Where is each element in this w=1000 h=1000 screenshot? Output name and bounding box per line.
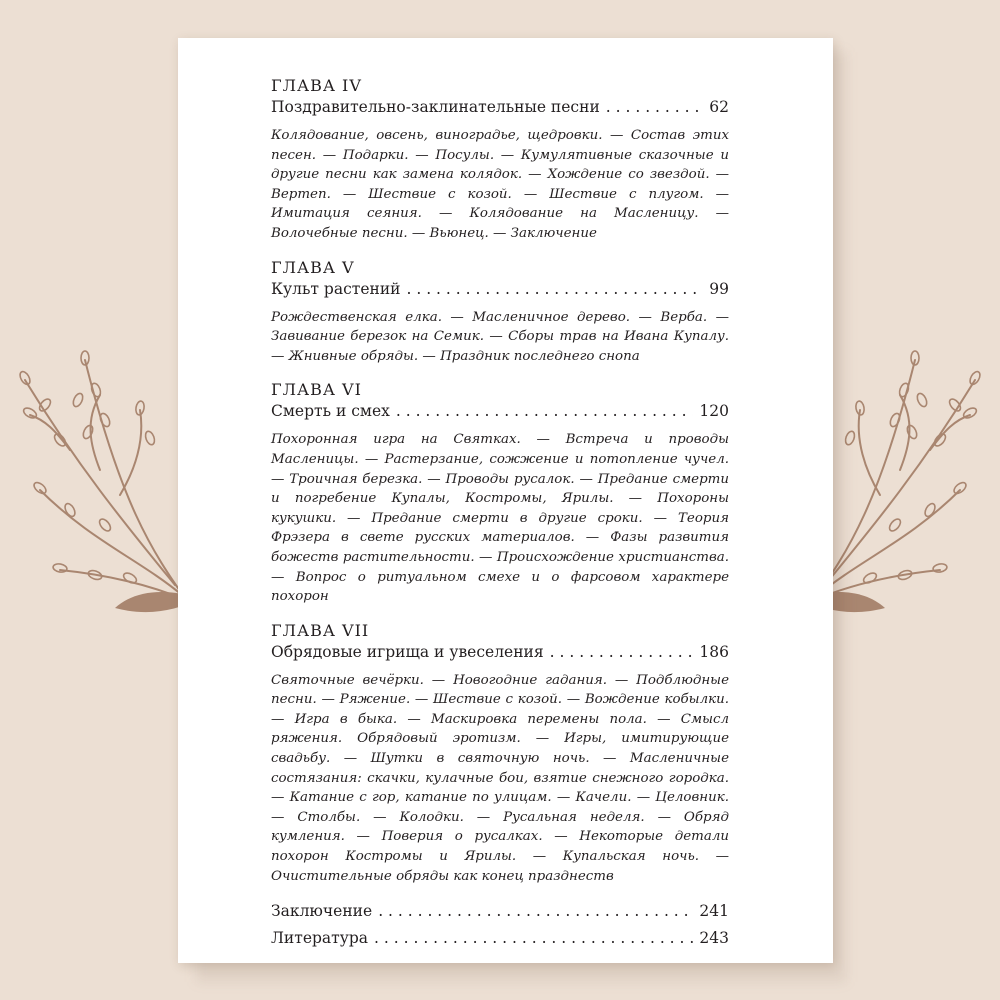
chapter-heading: ГЛАВА VII	[271, 620, 370, 640]
dot-leader	[396, 400, 694, 422]
toc-entry-page: 62	[709, 98, 729, 116]
toc-entry-title: Заключение	[271, 902, 373, 921]
toc-entry-title: Обрядовые игрища и увеселения	[271, 642, 544, 661]
chapter-5	[271, 258, 729, 367]
dot-leader	[378, 900, 693, 922]
chapter-heading: ГЛАВА VI	[271, 380, 362, 400]
chapter-summary: Похоронная игра на Святках. — Встреча и проводы Масленицы. — Растерзание, сожжение и потопление чучел. — Троичная березка. — Проводы русалок. — Предание смерти и погребение Купалы, Костромы, Ярилы. — Похороны кукушки. — Предание смерти в другие сроки. — Теория Фрэзера в свете русских материалов. — Фазы развития божеств растительности. — Происхождение христианства. — Вопрос о ритуальном смехе и о фарсовом характере похорон	[271, 432, 729, 605]
toc-entry	[271, 641, 729, 663]
toc-entry-title: Культ растений	[271, 279, 401, 298]
toc-entry-literature	[271, 927, 729, 949]
toc-entry	[271, 96, 729, 118]
chapter-6	[271, 380, 729, 606]
chapter-summary: Рождественская елка. — Масленичное дерево. — Верба. — Завивание березок на Семик. — Сборы трав на Ивана Купалу. — Жнивные обряды. — Праздник последнего снопа	[271, 309, 729, 364]
book-page	[178, 38, 833, 963]
toc-entry-conclusion	[271, 900, 729, 922]
toc-entry-title: Поздравительно-заклинательные песни	[271, 98, 600, 116]
table-of-contents	[271, 76, 729, 954]
dot-leader	[407, 278, 704, 300]
toc-entry-page: 243	[699, 929, 729, 948]
chapter-heading: ГЛАВА IV	[271, 76, 362, 95]
chapter-summary: Колядование, овсень, виноградье, щедровки. — Состав этих песен. — Подарки. — Посулы. — Кумулятивные сказочные и другие песни как замена колядок. — Хождение со звездой. — Вертеп. — Шествие с козой. — Шествие с плугом. — Имитация сеяния. — Колядование на Масленицу. — Волочебные песни. — Вьюнец. — Заключение	[271, 128, 729, 241]
toc-entry-page: 186	[699, 642, 729, 661]
backmatter	[271, 900, 729, 949]
chapter-4	[271, 76, 729, 244]
toc-entry-page: 120	[699, 402, 729, 421]
willow-branch-icon	[0, 320, 200, 640]
toc-entry-page: 241	[699, 902, 729, 921]
chapter-heading: ГЛАВА V	[271, 257, 355, 277]
dot-leader	[374, 927, 693, 949]
toc-entry	[271, 278, 729, 300]
toc-entry-page: 99	[709, 279, 729, 298]
dot-leader	[606, 96, 703, 118]
dot-leader	[550, 641, 694, 663]
toc-entry	[271, 400, 729, 422]
toc-entry-title: Смерть и смех	[271, 402, 390, 421]
chapter-7	[271, 621, 729, 887]
toc-entry-title: Литература	[271, 929, 369, 948]
chapter-summary: Святочные вечёрки. — Новогодние гадания. — Подблюдные песни. — Ряжение. — Шествие с козой. — Вождение кобылки. — Игра в быка. — Маскировка перемены пола. — Смысл ряжения. Обрядовый эротизм. — Игры, имитирующие свадьбу. — Шутки в святочную ночь. — Масленичные состязания: скачки, кулачные бои, взятие снежного городка. — Катание с гор, катание по улицам. — Качели. — Целовник. — Столбы. — Колодки. — Русальная неделя. — Обряд кумления. — Поверия о русалках. — Некоторые детали похорон Костромы и Ярилы. — Купальская ночь. — Очистительные обряды как конец празднеств	[271, 672, 729, 884]
